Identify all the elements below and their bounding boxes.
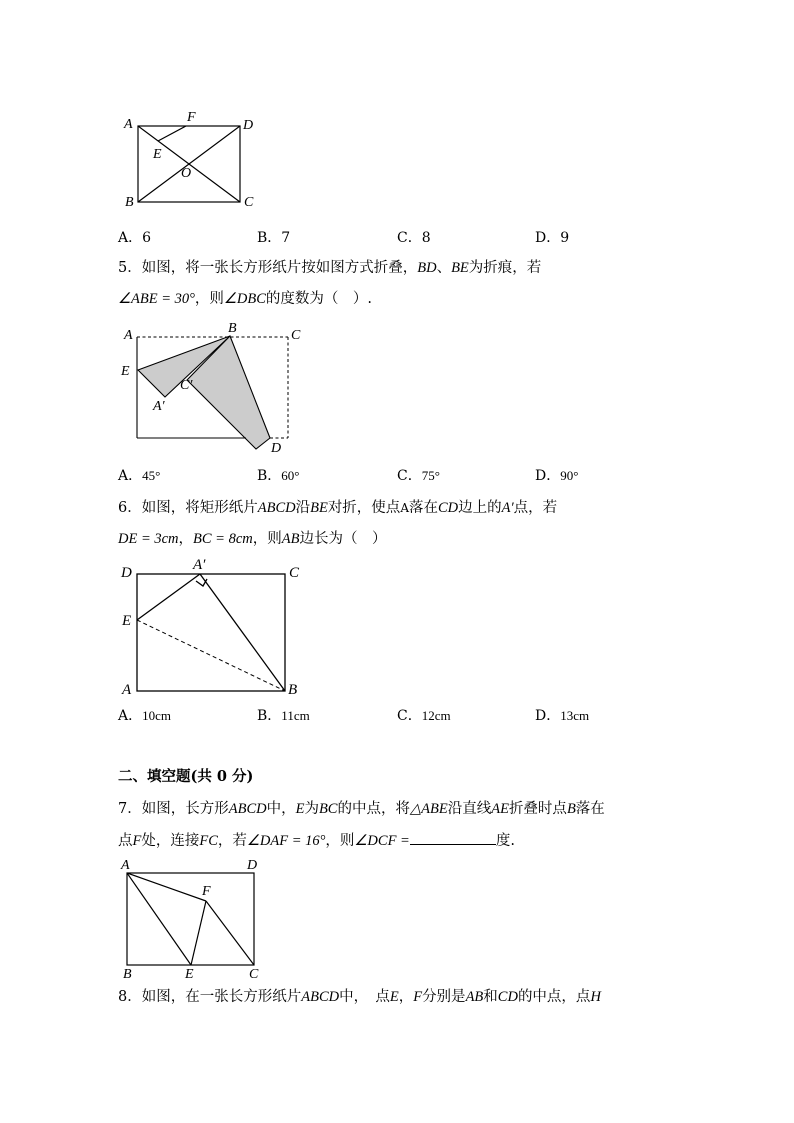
- q6-label-a: A: [122, 682, 132, 698]
- q6-figure: [116, 557, 316, 703]
- q4-label-a: A: [124, 117, 133, 132]
- q7-answer-blank[interactable]: [410, 831, 496, 845]
- q7-question-line1: 7．如图，长方形ABCD中，E为BC的中点，将△ABE沿直线AE折叠时点B落在: [118, 801, 605, 817]
- q4-option-d: D．9: [535, 230, 570, 246]
- q5-label-b: B: [228, 321, 237, 336]
- q7-label-d: D: [247, 858, 258, 873]
- q4-label-e: E: [153, 147, 162, 162]
- q4-figure: [118, 106, 268, 214]
- q5-question-line2: ∠ABE = 30°，则∠DBC的度数为（ ）.: [118, 291, 373, 307]
- q4-option-a: A．6: [118, 230, 152, 246]
- q6-option-a: A．10cm: [118, 708, 172, 724]
- q7-label-f: F: [202, 884, 211, 899]
- q5-option-b: B．60°: [257, 468, 300, 484]
- q6-question-line2: DE = 3cm，BC = 8cm，则AB边长为（ ）: [118, 531, 387, 547]
- q7-question-line2: 点F处，连接FC，若∠DAF = 16°，则∠DCF = 度.: [118, 833, 515, 849]
- q5-label-d: D: [271, 441, 282, 456]
- section-heading: 二、填空题(共 0 分): [118, 768, 254, 785]
- q6-option-b: B．11cm: [257, 708, 310, 724]
- q6-option-d: D．13cm: [535, 708, 590, 724]
- q4-label-f: F: [187, 110, 196, 125]
- q6-question-line1: 6．如图，将矩形纸片ABCD沿BE对折，使点A落在CD边上的A′点，若: [118, 500, 558, 516]
- q6-option-c: C．12cm: [397, 708, 451, 724]
- q7-label-a: A: [121, 858, 130, 873]
- q6-label-e: E: [122, 613, 132, 629]
- q5-option-d: D．90°: [535, 468, 579, 484]
- q4-option-c: C．8: [397, 230, 431, 246]
- q5-label-c: C: [291, 328, 301, 343]
- q4-label-c: C: [244, 195, 254, 210]
- q6-label-a1: A′: [193, 557, 206, 573]
- q7-label-e: E: [185, 967, 194, 982]
- q7-label-c: C: [249, 967, 259, 982]
- q5-label-e: E: [121, 364, 130, 379]
- q5-option-c: C．75°: [397, 468, 440, 484]
- q7-label-b: B: [123, 967, 132, 982]
- q4-label-b: B: [125, 195, 134, 210]
- q5-label-a1: A′: [153, 399, 165, 414]
- q6-label-d: D: [121, 565, 132, 581]
- q8-question-line1: 8．如图，在一张长方形纸片ABCD中， 点E，F分别是AB和CD的中点，点H: [118, 989, 601, 1005]
- q5-option-a: A．45°: [118, 468, 161, 484]
- q5-label-c1: C′: [180, 378, 193, 393]
- q5-figure: [116, 318, 316, 458]
- q6-label-c: C: [289, 565, 300, 581]
- q5-label-a: A: [124, 328, 133, 343]
- q5-question-line1: 5．如图，将一张长方形纸片按如图方式折叠，BD、BE为折痕，若: [118, 260, 542, 276]
- q6-label-b: B: [288, 682, 298, 698]
- q4-option-b: B．7: [257, 230, 291, 246]
- q7-figure: [116, 853, 276, 983]
- q4-label-d: D: [243, 118, 254, 133]
- q4-label-o: O: [181, 166, 192, 181]
